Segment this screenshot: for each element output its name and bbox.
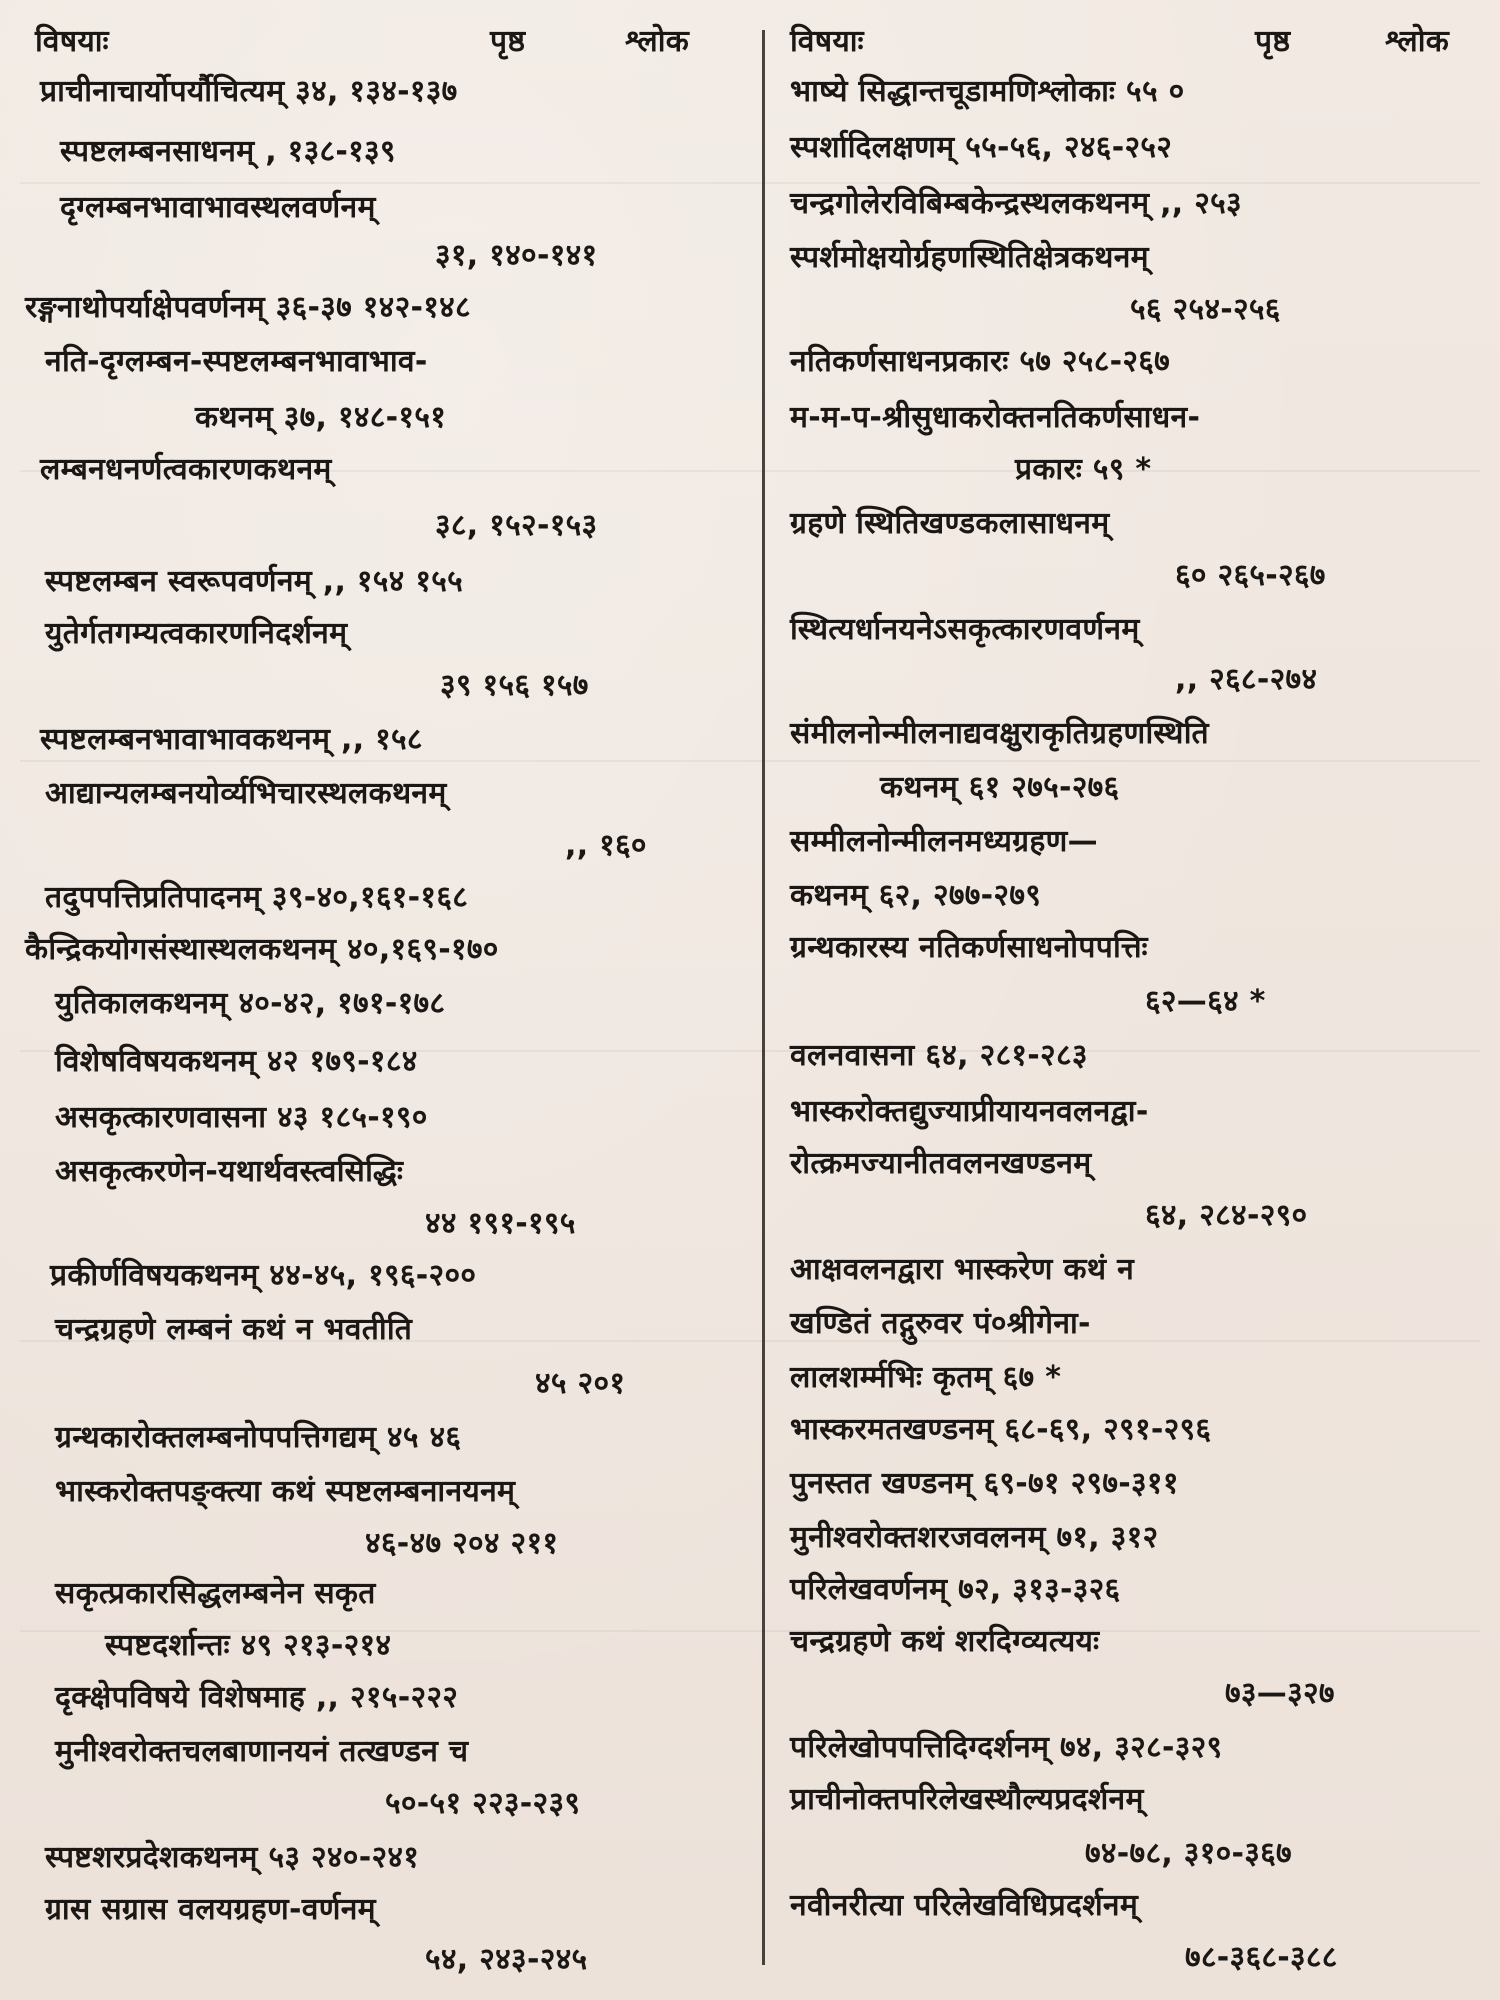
toc-entry: आद्यान्यलम्बनयोर्व्यभिचारस्थलकथनम्: [45, 776, 447, 811]
toc-entry: ७४-७८, ३१०-३६७: [1085, 1836, 1292, 1871]
toc-entry: ६२—६४ *: [1145, 984, 1266, 1019]
column-divider: [762, 30, 765, 1965]
toc-entry: ग्रन्थकारस्य नतिकर्णसाधनोपपत्तिः: [790, 930, 1148, 965]
toc-entry: ५०-५१ २२३-२३९: [385, 1786, 581, 1821]
left-header-page: पृष्ठ: [490, 24, 526, 59]
toc-entry: ,, २६८-२७४: [1175, 662, 1318, 697]
left-column: [25, 0, 755, 2000]
toc-entry: नतिकर्णसाधनप्रकारः ५७ २५८-२६७: [790, 344, 1171, 379]
toc-entry: स्पष्टलम्बन स्वरूपवर्णनम् ,, १५४ १५५: [45, 564, 464, 599]
toc-entry: आक्षवलनद्वारा भास्करेण कथं न: [790, 1252, 1135, 1287]
toc-entry: ४६-४७ २०४ २११: [365, 1526, 559, 1561]
toc-entry: भास्करोक्तपङ्क्त्या कथं स्पष्टलम्बनानयनम्: [55, 1474, 516, 1509]
toc-entry: मुनीश्वरोक्तचलबाणानयनं तत्खण्डन च: [55, 1734, 469, 1769]
toc-entry: प्राचीनोक्तपरिलेखस्थौल्यप्रदर्शनम्: [790, 1782, 1144, 1817]
toc-entry: लालशर्म्मभिः कृतम् ६७ *: [790, 1360, 1062, 1395]
toc-entry: खण्डितं तद्गुरुवर पं०श्रीगेना-: [790, 1306, 1091, 1341]
toc-entry: स्पष्टशरप्रदेशकथनम् ५३ २४०-२४१: [45, 1840, 420, 1875]
right-column: [785, 0, 1485, 2000]
toc-entry: कथनम् ६१ २७५-२७६: [880, 770, 1120, 805]
toc-entry: स्पर्शादिलक्षणम् ५५-५६, २४६-२५२: [790, 130, 1173, 165]
right-header-verse: श्लोक: [1385, 24, 1450, 59]
toc-entry: विशेषविषयकथनम् ४२ १७९-१८४: [55, 1044, 418, 1079]
toc-entry: प्राचीनाचार्योपर्यौचित्यम् ३४, १३४-१३७: [40, 74, 458, 109]
toc-entry: चन्द्रग्रहणे लम्बनं कथं न भवतीति: [55, 1312, 413, 1347]
toc-entry: ३९ १५६ १५७: [440, 668, 589, 703]
toc-entry: ५४, २४३-२४५: [425, 1942, 588, 1977]
toc-entry: दृक्क्षेपविषये विशेषमाह ,, २१५-२२२: [55, 1680, 459, 1715]
toc-entry: ४५ २०१: [535, 1366, 626, 1401]
toc-entry: तदुपपत्तिप्रतिपादनम् ३९-४०,१६१-१६८: [45, 880, 469, 915]
toc-entry: नति-दृग्लम्बन-स्पष्टलम्बनभावाभाव-: [45, 344, 428, 379]
toc-entry: ग्रन्थकारोक्तलम्बनोपपत्तिगद्यम् ४५ ४६: [55, 1420, 462, 1455]
toc-entry: युतेर्गतगम्यत्वकारणनिदर्शनम्: [45, 616, 348, 651]
toc-entry: रोत्क्रमज्यानीतवलनखण्डनम्: [790, 1146, 1092, 1181]
toc-entry: पुनस्तत खण्डनम् ६९-७१ २९७-३११: [790, 1466, 1179, 1501]
toc-entry: भास्करोक्तद्युज्याप्रीयायनवलनद्वा-: [790, 1094, 1149, 1129]
toc-entry: चन्द्रगोलेरविबिम्बकेन्द्रस्थलकथनम् ,, २५३: [790, 186, 1242, 221]
toc-entry: स्पष्टदर्शान्तः ४९ २१३-२१४: [105, 1628, 392, 1663]
toc-entry: युतिकालकथनम् ४०-४२, १७१-१७८: [55, 986, 446, 1021]
toc-entry: प्रकारः ५९ *: [1015, 452, 1152, 487]
toc-entry: स्पष्टलम्बनभावाभावकथनम् ,, १५८: [40, 722, 423, 757]
toc-entry: ग्रहणे स्थितिखण्डकलासाधनम्: [790, 506, 1110, 541]
left-header-verse: श्लोक: [625, 24, 690, 59]
toc-entry: स्थित्यर्धानयनेऽसकृत्कारणवर्णनम्: [790, 612, 1140, 647]
toc-entry: वलनवासना ६४, २८१-२८३: [790, 1038, 1088, 1073]
toc-entry: सम्मीलनोन्मीलनमध्यग्रहण—: [790, 824, 1098, 859]
toc-entry: प्रकीर्णविषयकथनम् ४४-४५, १९६-२००: [50, 1258, 477, 1293]
right-header-page: पृष्ठ: [1255, 24, 1291, 59]
toc-entry: स्पष्टलम्बनसाधनम् , १३८-१३९: [60, 134, 396, 169]
toc-entry: दृग्लम्बनभावाभावस्थलवर्णनम्: [60, 190, 376, 225]
toc-entry: कथनम् ६२, २७७-२७९: [790, 878, 1042, 913]
toc-entry: कथनम् ३७, १४८-१५१: [195, 400, 447, 435]
toc-entry: ग्रास सग्रास वलयग्रहण-वर्णनम्: [45, 1892, 376, 1927]
left-header-subject: विषयाः: [35, 24, 109, 59]
toc-entry: कैन्द्रिकयोगसंस्थास्थलकथनम् ४०,१६९-१७०: [25, 932, 499, 967]
toc-entry: ७८-३६८-३८८: [1185, 1940, 1338, 1975]
toc-entry: लम्बनधनर्णत्वकारणकथनम्: [40, 452, 332, 487]
toc-entry: परिलेखवर्णनम् ७२, ३१३-३२६: [790, 1572, 1121, 1607]
toc-entry: ३८, १५२-१५३: [435, 508, 598, 543]
toc-entry: असकृत्कारणवासना ४३ १८५-१९०: [55, 1100, 428, 1135]
toc-entry: चन्द्रग्रहणे कथं शरदिग्व्यत्ययः: [790, 1624, 1100, 1659]
toc-entry: सकृत्प्रकारसिद्धलम्बनेन सकृत: [55, 1576, 376, 1611]
toc-entry: नवीनरीत्या परिलेखविधिप्रदर्शनम्: [790, 1888, 1139, 1923]
toc-entry: ६४, २८४-२९०: [1145, 1198, 1308, 1233]
toc-entry: ५६ २५४-२५६: [1130, 292, 1281, 327]
toc-entry: ३१, १४०-१४१: [435, 238, 598, 273]
toc-entry: भास्करमतखण्डनम् ६८-६९, २९१-२९६: [790, 1412, 1212, 1447]
toc-entry: स्पर्शमोक्षयोर्ग्रहणस्थितिक्षेत्रकथनम्: [790, 240, 1149, 275]
toc-entry: संमीलनोन्मीलनाद्यवक्षुराकृतिग्रहणस्थिति: [790, 716, 1209, 751]
toc-entry: ६० २६५-२६७: [1175, 558, 1326, 593]
toc-entry: मुनीश्वरोक्तशरजवलनम् ७१, ३१२: [790, 1520, 1159, 1555]
toc-entry: ७३—३२७: [1225, 1676, 1335, 1711]
toc-entry: परिलेखोपपत्तिदिग्दर्शनम् ७४, ३२८-३२९: [790, 1730, 1223, 1765]
toc-entry: ,, १६०: [565, 828, 647, 863]
toc-entry: रङ्गनाथोपर्याक्षेपवर्णनम् ३६-३७ १४२-१४८: [25, 290, 471, 325]
toc-entry: असकृत्करणेन-यथार्थवस्त्वसिद्धिः: [55, 1154, 404, 1189]
toc-entry: भाष्ये सिद्धान्तचूडामणिश्लोकाः ५५ ०: [790, 74, 1185, 109]
toc-entry: ४४ १९१-१९५: [425, 1206, 576, 1241]
right-header-subject: विषयाः: [790, 24, 864, 59]
toc-entry: म-म-प-श्रीसुधाकरोक्तनतिकर्णसाधन-: [790, 400, 1201, 435]
